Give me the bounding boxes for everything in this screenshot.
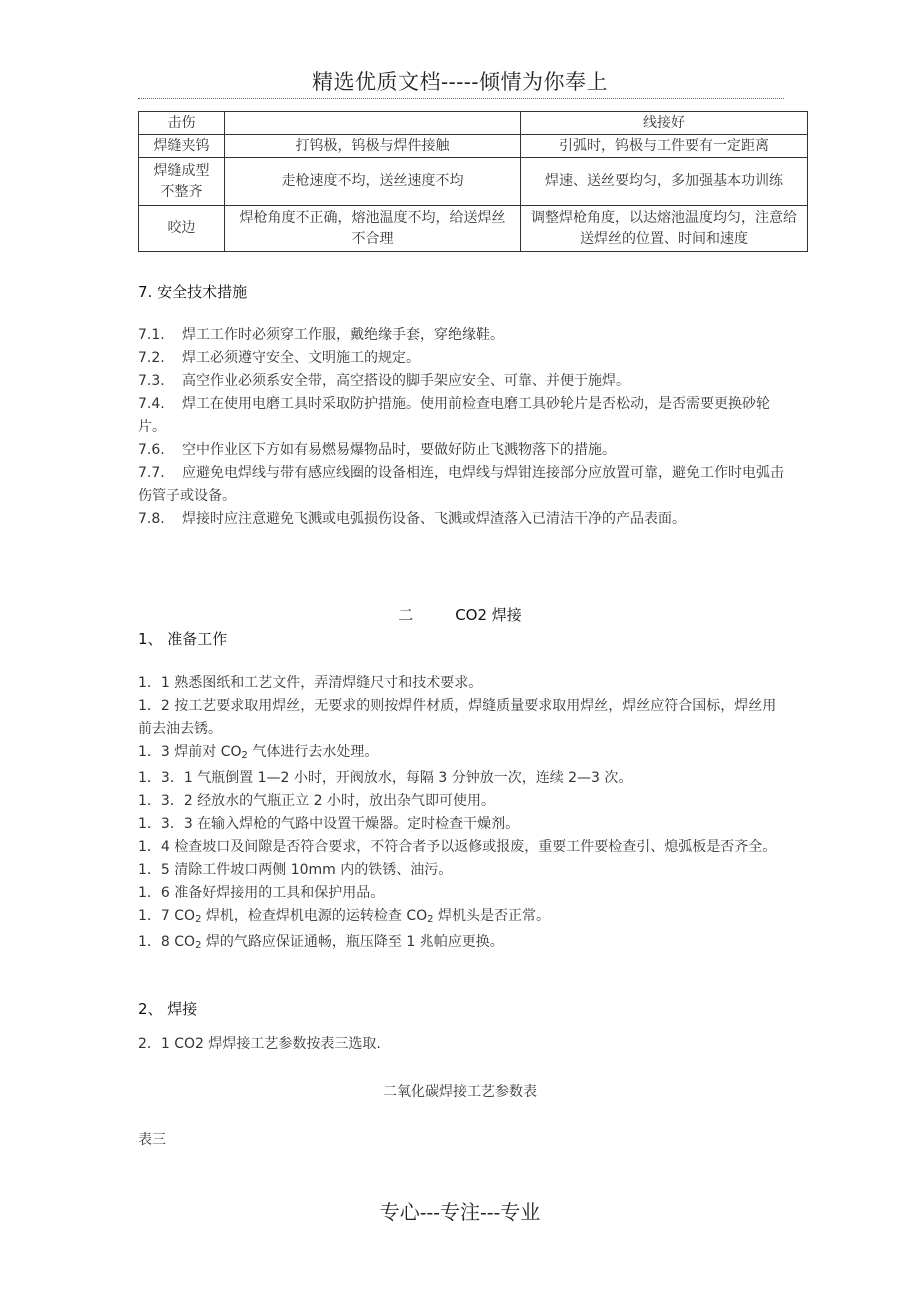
text-run: 1．7 CO <box>138 908 196 924</box>
table-cell: 咬边 <box>139 206 225 252</box>
text-run: 焊的气路应保证通畅，瓶压降至 1 兆帕应更换。 <box>201 934 504 950</box>
list-item: 1．1 熟悉图纸和工艺文件，弄清焊缝尺寸和技术要求。 <box>138 675 483 691</box>
list-item <box>138 439 788 462</box>
table-label: 表三 <box>138 1132 166 1148</box>
item-number: 7.3. <box>138 373 165 389</box>
weld-paragraph: 2．1 CO2 焊焊接工艺参数按表三选取. <box>138 1036 381 1052</box>
item-text: 空中作业区下方如有易燃易爆物品时，要做好防止飞溅物落下的措施。 <box>182 442 616 458</box>
table-cell: 焊缝夹钨 <box>139 135 225 158</box>
item-text: 焊工必须遵守安全、文明施工的规定。 <box>182 350 420 366</box>
list-item: 1．6 准备好焊接用的工具和保护用品。 <box>138 885 385 901</box>
table-cell <box>225 112 521 135</box>
section-number: 二 <box>398 606 414 624</box>
section-7-list <box>138 324 788 531</box>
item-text: 应避免电焊线与带有感应线圈的设备相连，电焊线与焊钳连接部分应放置可靠，避免工作时电弧击伤管子或设备。 <box>138 465 784 504</box>
subscript: 2 <box>195 914 202 925</box>
prep-list <box>138 672 788 957</box>
header-divider <box>138 98 784 99</box>
item-number: 7.2. <box>138 350 165 366</box>
co2-section-title <box>0 604 920 625</box>
defects-table <box>138 111 808 252</box>
table-cell: 引弧时，钨极与工件要有一定距离 <box>521 135 808 158</box>
list-item: 1．3．2 经放水的气瓶正立 2 小时，放出杂气即可使用。 <box>138 793 495 809</box>
item-text: 焊工在使用电磨工具时采取防护措施。使用前检查电磨工具砂轮片是否松动，是否需要更换砂轮片。 <box>138 396 770 435</box>
text-run: 焊机，检查焊机电源的运转检查 CO <box>201 908 428 924</box>
list-item: 1．2 按工艺要求取用焊丝，无要求的则按焊件材质，焊缝质量要求取用焊丝，焊丝应符合国标，焊丝用前去油去锈。 <box>138 698 777 737</box>
subscript: 2 <box>427 914 434 925</box>
table-cell: 走枪速度不均，送丝速度不均 <box>225 158 521 206</box>
list-item <box>138 931 788 957</box>
table-row <box>139 112 808 135</box>
section-7-heading: 7. 安全技术措施 <box>138 283 248 301</box>
item-number: 7.6. <box>138 442 165 458</box>
page-footer: 专心---专注---专业 <box>379 1200 541 1224</box>
table-cell: 调整焊枪角度，以达熔池温度均匀，注意给送焊丝的位置、时间和速度 <box>521 206 808 252</box>
list-item <box>138 370 788 393</box>
list-item: 1．4 检查坡口及间隙是否符合要求，不符合者予以返修或报废，重要工件要检查引、熄弧板是否齐全。 <box>138 839 777 855</box>
list-item: 1．3．3 在输入焊枪的气路中设置干燥器。定时检查干燥剂。 <box>138 816 520 832</box>
item-number: 7.7. <box>138 465 165 481</box>
weld-heading: 2、 焊接 <box>138 1000 198 1018</box>
item-number: 7.8. <box>138 511 165 527</box>
list-item <box>138 741 788 767</box>
item-text: 高空作业必须系安全带，高空搭设的脚手架应安全、可靠、并便于施焊。 <box>182 373 630 389</box>
table-title: 二氧化碳焊接工艺参数表 <box>383 1084 537 1100</box>
section-title-text: CO2 焊接 <box>455 606 522 624</box>
table-cell: 打钨极，钨极与焊件接触 <box>225 135 521 158</box>
list-item <box>138 347 788 370</box>
list-item: 1．5 清除工件坡口两侧 10mm 内的铁锈、油污。 <box>138 862 453 878</box>
list-item <box>138 508 788 531</box>
list-item <box>138 462 788 508</box>
item-text: 焊工工作时必须穿工作服，戴绝缘手套，穿绝缘鞋。 <box>182 327 504 343</box>
table-cell: 焊缝成型不整齐 <box>139 158 225 206</box>
table-row <box>139 135 808 158</box>
item-number: 7.4. <box>138 396 165 412</box>
table-cell: 击伤 <box>139 112 225 135</box>
table-cell: 焊速、送丝要均匀，多加强基本功训练 <box>521 158 808 206</box>
prep-heading: 1、 准备工作 <box>138 630 228 648</box>
list-item <box>138 324 788 347</box>
subscript: 2 <box>241 750 248 761</box>
table-cell: 焊枪角度不正确，熔池温度不均，给送焊丝不合理 <box>225 206 521 252</box>
list-item <box>138 393 788 439</box>
list-item <box>138 905 788 931</box>
table-row <box>139 206 808 252</box>
text-run: 焊机头是否正常。 <box>433 908 550 924</box>
list-item: 1．3．1 气瓶倒置 1—2 小时，开阀放水，每隔 3 分钟放一次，连续 2—3 次。 <box>138 770 633 786</box>
page-header: 精选优质文档-----倾情为你奉上 <box>312 70 608 94</box>
text-run: 1．8 CO <box>138 934 196 950</box>
item-text: 焊接时应注意避免飞溅或电弧损伤设备、飞溅或焊渣落入已清洁干净的产品表面。 <box>182 511 686 527</box>
table-row <box>139 158 808 206</box>
subscript: 2 <box>195 940 202 951</box>
table-cell: 线接好 <box>521 112 808 135</box>
item-number: 7.1. <box>138 327 165 343</box>
text-run: 气体进行去水处理。 <box>247 744 379 760</box>
text-run: 1．3 焊前对 CO <box>138 744 242 760</box>
